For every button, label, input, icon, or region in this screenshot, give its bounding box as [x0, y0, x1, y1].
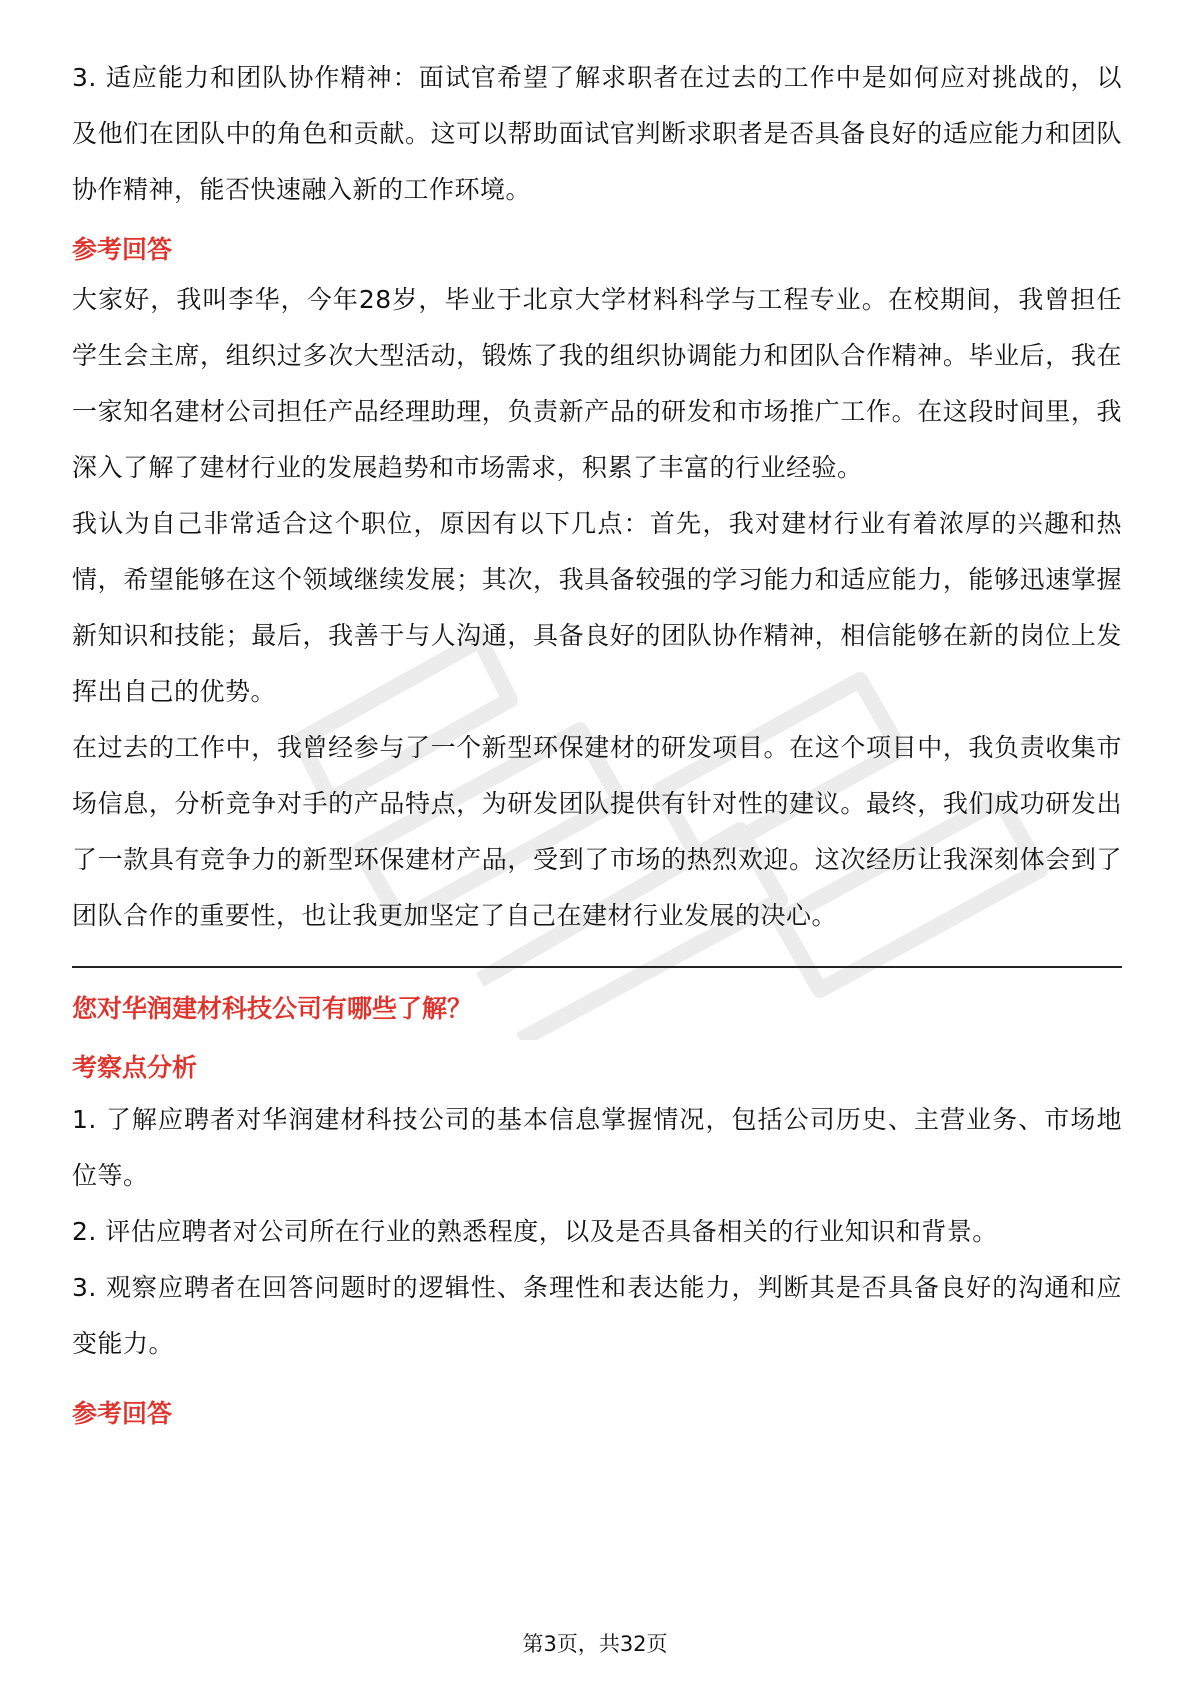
page-content — [72, 50, 1122, 1436]
answer-paragraph: 大家好，我叫李华，今年28岁，毕业于北京大学材料科学与工程专业。在校期间，我曾担任学生会主席，组织过多次大型活动，锻炼了我的组织协调能力和团队合作精神。毕业后，我在一家知名建材公司担任产品经理助理，负责新产品的研发和市场推广工作。在这段时间里，我深入了解了建材行业的发展趋势和市场需求，积累了丰富的行业经验。 — [72, 285, 1122, 482]
section-divider — [72, 966, 1122, 968]
analysis-item: 3. 观察应聘者在回答问题时的逻辑性、条理性和表达能力，判断其是否具备良好的沟通和应变能力。 — [72, 1273, 1122, 1358]
analysis-item: 1. 了解应聘者对华润建材科技公司的基本信息掌握情况，包括公司历史、主营业务、市场地位等。 — [72, 1105, 1122, 1190]
analysis-item-3-prev: 3. 适应能力和团队协作精神：面试官希望了解求职者在过去的工作中是如何应对挑战的，以及他们在团队中的角色和贡献。这可以帮助面试官判断求职者是否具备良好的适应能力和团队协作精神，能否快速融入新的工作环境。 — [72, 63, 1122, 204]
answer-heading-next: 参考回答 — [72, 1399, 173, 1428]
answer-paragraph: 在过去的工作中，我曾经参与了一个新型环保建材的研发项目。在这个项目中，我负责收集市场信息，分析竞争对手的产品特点，为研发团队提供有针对性的建议。最终，我们成功研发出了一款具有竞争力的新型环保建材产品，受到了市场的热烈欢迎。这次经历让我深刻体会到了团队合作的重要性，也让我更加坚定了自己在建材行业发展的决心。 — [72, 733, 1122, 930]
analysis-item: 2. 评估应聘者对公司所在行业的熟悉程度，以及是否具备相关的行业知识和背景。 — [72, 1217, 998, 1246]
answer-paragraph: 我认为自己非常适合这个职位，原因有以下几点：首先，我对建材行业有着浓厚的兴趣和热情，希望能够在这个领域继续发展；其次，我具备较强的学习能力和适应能力，能够迅速掌握新知识和技能；最后，我善于与人沟通，具备良好的团队协作精神，相信能够在新的岗位上发挥出自己的优势。 — [72, 509, 1122, 706]
answer-heading-prev: 参考回答 — [72, 235, 173, 264]
question-title: 您对华润建材科技公司有哪些了解？ — [72, 994, 473, 1023]
page-number: 第3页，共32页 — [522, 1632, 668, 1656]
analysis-heading: 考察点分析 — [72, 1053, 198, 1082]
